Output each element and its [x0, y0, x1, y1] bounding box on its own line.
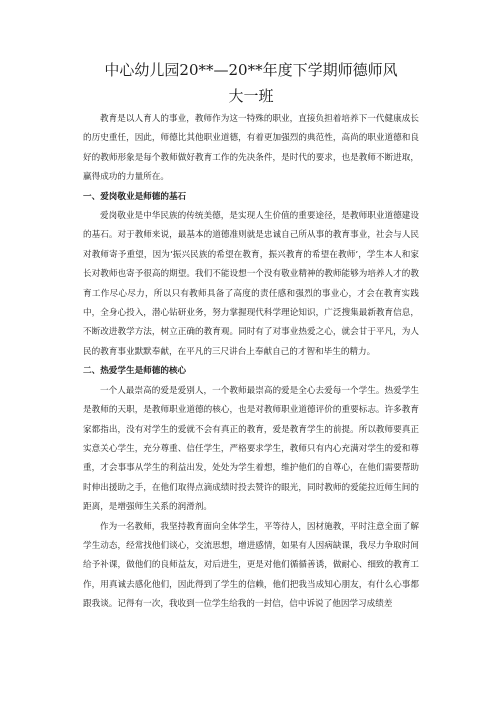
- document-subtitle: 大一班: [228, 87, 274, 105]
- intro-paragraph: 教育是以人育人的事业，教师作为这一特殊的职业，直接负担着培养下一代健康成长的历史重任，因此，师德比其他职业道德，有着更加强烈的典范性，高尚的职业道德和良好的教师形象是每个教师做好教育工作的先决条件，是时代的要求，也是教师不断进取，赢得成功的力量所在。: [83, 114, 419, 183]
- document-page: [83, 60, 419, 615]
- section-paragraph: 一个人最崇高的爱是爱别人，一个教师最崇高的爱是全心去爱每一个学生。热爱学生是教师的天职，是教师职业道德的核心，也是对教师职业道德评价的重要标志。许多教育家都指出，没有对学生的爱就不会有真正的教育，爱是教育学生的前提。所以教师要真正实意关心学生，充分尊重、信任学生，严格要求学生，教师只有内心充满对学生的爱和尊重，才会事事从学生的利益出发，处处为学生着想，维护他们的自尊心，在他们需要帮助时伸出援助之手，在他们取得点滴成绩时投去赞许的眼光，同时教师的爱能拉近师生间的距离，是增强师生关系的润滑剂。: [83, 385, 419, 513]
- section-paragraph: 爱岗敬业是中华民族的传统美德，是实现人生价值的重要途径，是教师职业道德建设的基石。对于教师来说，最基本的道德准则就是忠诚自己所从事的教育事业，社会与人民对教师寄予重望，因为‘振兴民族的希望在教育，振兴教育的希望在教师’，学生本人和家长对教师也寄予很高的期望。我们不能设想一个没有敬业精神的教师能够为培养人才的教育工作尽心尽力，所以只有教师具备了高度的责任感和强烈的事业心，才会在教育实践中，全身心投入，潜心钻研业务，努力掌握现代科学理论知识，广泛搜集最新教育信息，不断改进教学方法，树立正确的教育观。同时有了对事业热爱之心，就会甘于平凡，为人民的教育事业默默奉献，在平凡的三尺讲台上奉献自己的才智和毕生的精力。: [83, 211, 419, 357]
- document-title: 中心幼儿园20**—20**年度下学期师德师风: [104, 61, 398, 79]
- section-heading: 一、爱岗敬业是师德的基石: [83, 191, 187, 202]
- section-paragraph: 作为一名教师，我坚持教育面向全体学生，平等待人，因材施教，平时注意全面了解学生动态，经常找他们谈心，交流思想，增进感情，如果有人因病缺课，我尽力争取时间给予补课，做他们的良师益友，对后进生，更是对他们循循善诱，做耐心、细致的教育工作，用真诚去感化他们，因此得到了学生的信赖，他们把我当成知心朋友，有什么心事都跟我谈。记得有一次，我收到一位学生给我的一封信，信中诉说了他因学习成绩差: [83, 521, 419, 610]
- section-heading: 二、热爱学生是师德的核心: [83, 366, 187, 377]
